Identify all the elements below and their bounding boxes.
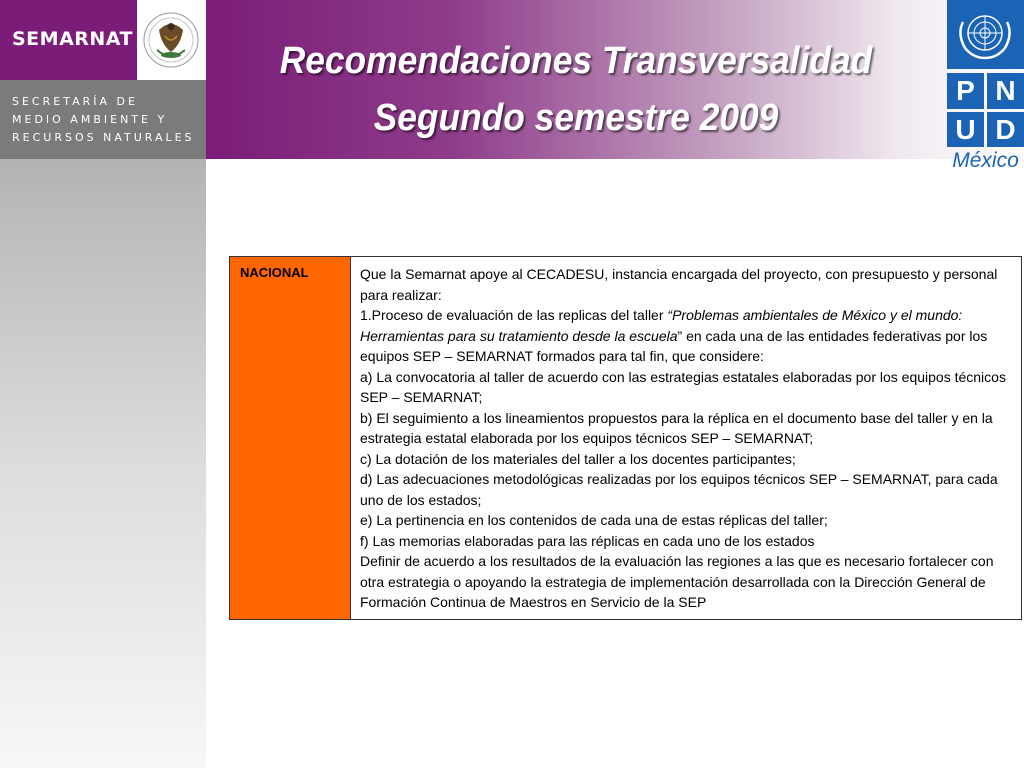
subitem-d: d) Las adecuaciones metodológicas realizadas por los equipos técnicos SEP – SEMARNAT, para cada uno de los estados; (360, 471, 998, 508)
subitem-b: b) El seguimiento a los lineamientos propuestos para la réplica en el documento base del taller y en la estrategia estatal elaborada por los equipos técnicos SEP – SEMARNAT; (360, 409, 993, 446)
recommendation-item-1 (360, 305, 1013, 367)
subitem-a: a) La convocatoria al taller de acuerdo con las estrategias estatales elaboradas por los equipos técnicos SEP – SEMARNAT; (360, 368, 1006, 405)
org-name: SEMARNAT (12, 28, 133, 50)
pnud-letter-p: P (947, 73, 984, 109)
subitem-f: f) Las memorias elaboradas para las réplicas en cada uno de los estados (360, 532, 815, 549)
org-subtitle-line-3: RECURSOS NATURALES (12, 131, 195, 144)
pnud-letters (947, 73, 1024, 147)
pnud-logo (947, 0, 1024, 180)
un-emblem-graphic (947, 0, 1024, 69)
recommendations-table (229, 256, 1022, 620)
page-title-line-1: Recomendaciones Transversalidad (279, 40, 873, 82)
mexican-eagle-seal-icon (137, 0, 206, 80)
pnud-country: México (952, 149, 1019, 172)
org-subtitle-box (0, 80, 206, 159)
pnud-letter-u: U (947, 112, 984, 148)
org-subtitle-line-1: SECRETARÍA DE (12, 95, 138, 108)
item1-prefix: 1.Proceso de evaluación de las replicas del taller (360, 307, 668, 323)
subitem-e: e) La pertinencia en los contenidos de cada una de estas réplicas del taller; (360, 512, 828, 528)
pnud-letter-d: D (987, 112, 1024, 148)
scope-cell: NACIONAL (230, 257, 351, 620)
org-subtitle-line-2: MEDIO AMBIENTE Y (12, 113, 168, 126)
un-emblem-icon (947, 0, 1024, 69)
recommendation-cell (351, 257, 1022, 620)
workshop-title: “Problemas ambientales de México y el mundo: Herramientas para su tratamiento desde la escuela (360, 307, 963, 344)
seal-graphic (137, 0, 206, 80)
recommendation-closing: Definir de acuerdo a los resultados de la evaluación las regiones a las que es necesario fortalecer con otra estrategia o apoyando la estrategia de implementación desarrollada con la Dirección General de Formación Continua de Maestros en Servicio de la SEP (360, 553, 994, 610)
item1-suffix: ” en cada una de las entidades federativas por los equipos SEP – SEMARNAT formados para tal fin, que considere: (360, 327, 988, 364)
recommendation-intro: Que la Semarnat apoye al CECADESU, instancia encargada del proyecto, con presupuesto y personal para realizar: (360, 266, 998, 303)
semarnat-logo (0, 0, 137, 80)
pnud-letter-n: N (987, 73, 1024, 109)
subitem-c: c) La dotación de los materiales del taller a los docentes participantes; (360, 450, 796, 467)
page-title-line-2: Segundo semestre 2009 (373, 97, 779, 139)
table-row (230, 257, 1022, 620)
